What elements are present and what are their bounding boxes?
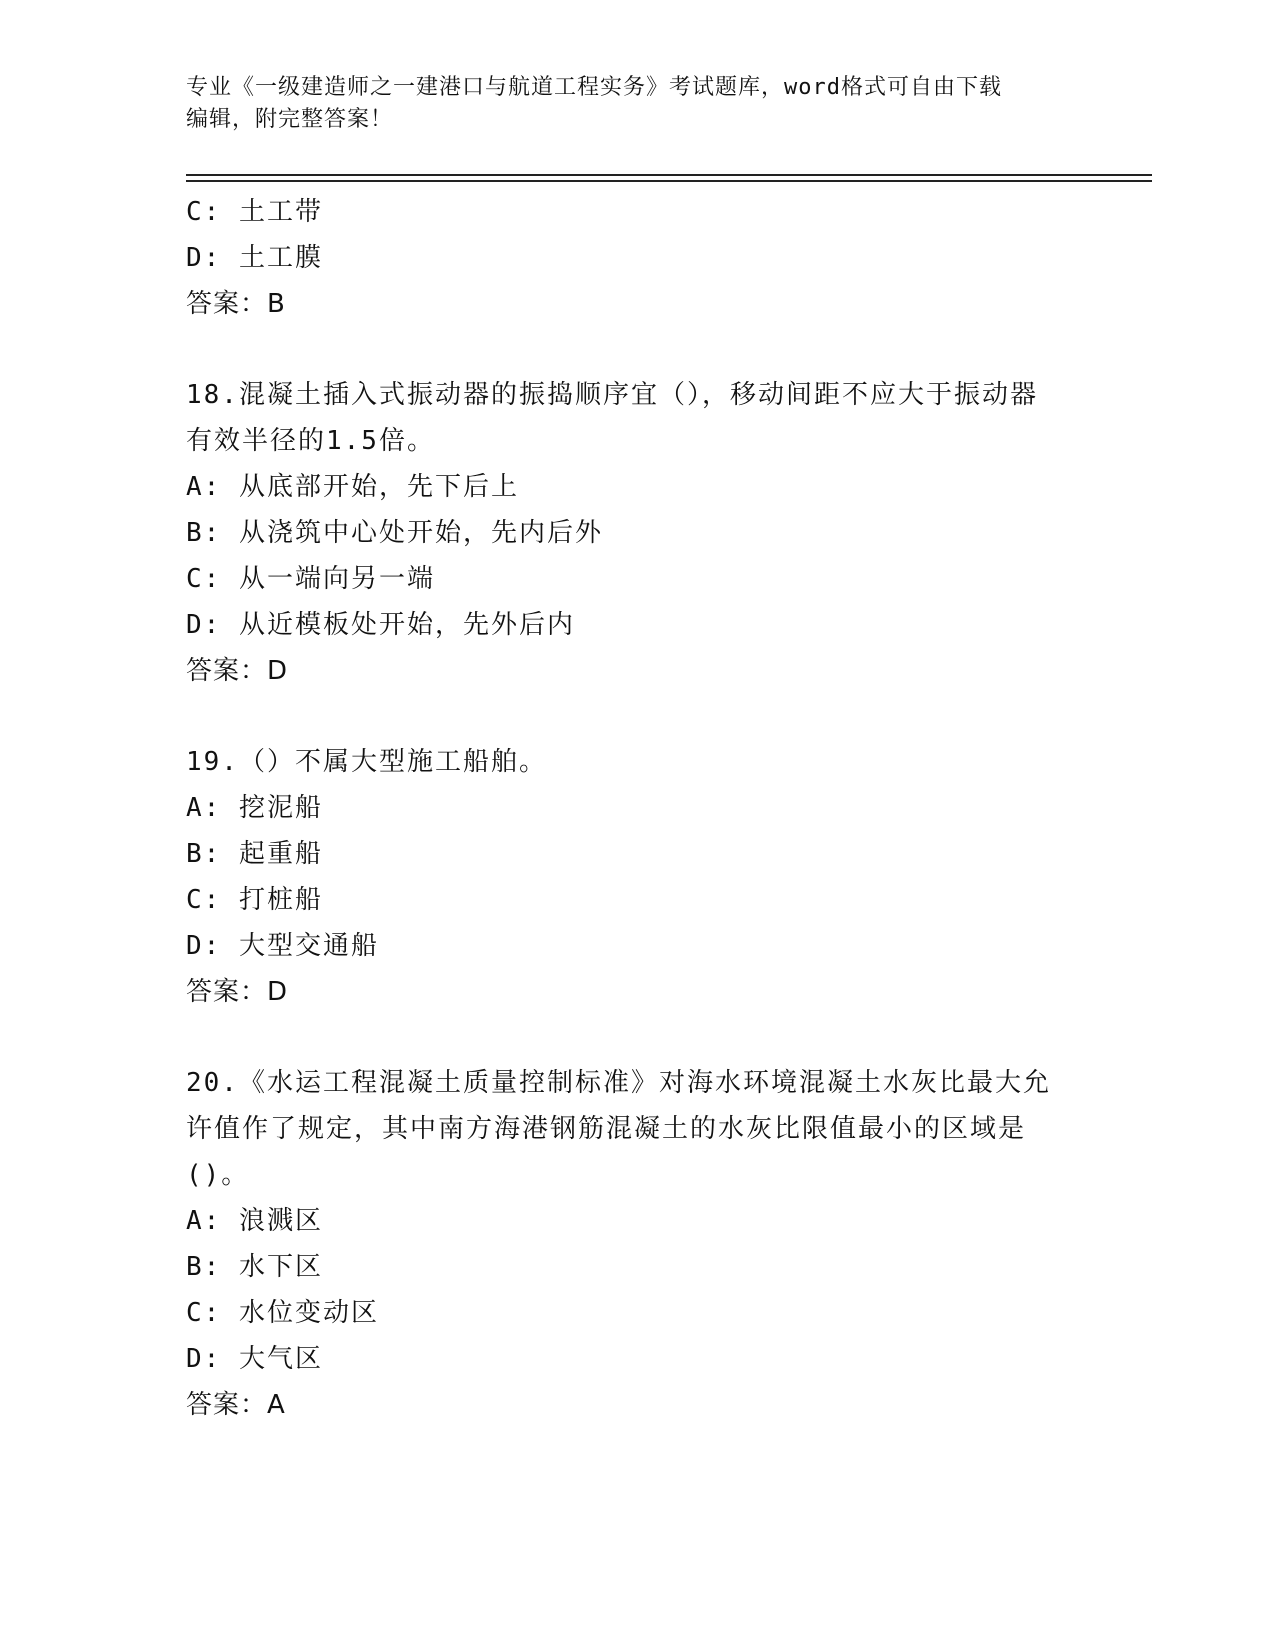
document-header — [186, 72, 1066, 136]
header-rule-top — [186, 174, 1152, 176]
option-c: C: 打桩船 — [186, 885, 323, 915]
header-rule-bottom — [186, 180, 1152, 182]
option-a: A: 挖泥船 — [186, 793, 323, 823]
question-stem: 20.《水运工程混凝土质量控制标准》对海水环境混凝土水灰比最大允 — [186, 1068, 1051, 1098]
question-17 — [186, 189, 1086, 327]
question-stem-continued: 许值作了规定，其中南方海港钢筋混凝土的水灰比限值最小的区域是 — [186, 1114, 1027, 1144]
question-stem-continued: ()。 — [186, 1160, 250, 1190]
answer: 答案：B — [186, 289, 286, 319]
option-c: C: 水位变动区 — [186, 1298, 379, 1328]
question-18 — [186, 372, 1086, 694]
option-a: A: 从底部开始，先下后上 — [186, 472, 519, 502]
spacer — [186, 327, 1086, 372]
option-d: D: 大型交通船 — [186, 931, 379, 961]
answer: 答案：D — [186, 656, 289, 686]
option-d: D: 土工膜 — [186, 243, 323, 273]
option-a: A: 浪溅区 — [186, 1206, 323, 1236]
option-b: B: 水下区 — [186, 1252, 323, 1282]
question-list — [186, 189, 1086, 1428]
header-line-1: 专业《一级建造师之一建港口与航道工程实务》考试题库，word格式可自由下载 — [186, 75, 1002, 100]
question-20 — [186, 1060, 1086, 1428]
spacer — [186, 1015, 1086, 1060]
answer: 答案：A — [186, 1390, 286, 1420]
answer: 答案：D — [186, 977, 289, 1007]
question-19 — [186, 739, 1086, 1015]
question-stem: 19.（）不属大型施工船舶。 — [186, 747, 547, 777]
option-d: D: 大气区 — [186, 1344, 323, 1374]
option-b: B: 从浇筑中心处开始，先内后外 — [186, 518, 603, 548]
header-line-2: 编辑，附完整答案！ — [186, 107, 394, 132]
spacer — [186, 694, 1086, 739]
question-stem-continued: 有效半径的1.5倍。 — [186, 426, 435, 456]
option-c: C: 从一端向另一端 — [186, 564, 435, 594]
option-d: D: 从近模板处开始，先外后内 — [186, 610, 575, 640]
question-stem: 18.混凝土插入式振动器的振捣顺序宜（），移动间距不应大于振动器 — [186, 380, 1038, 410]
option-c: C: 土工带 — [186, 197, 323, 227]
option-b: B: 起重船 — [186, 839, 323, 869]
